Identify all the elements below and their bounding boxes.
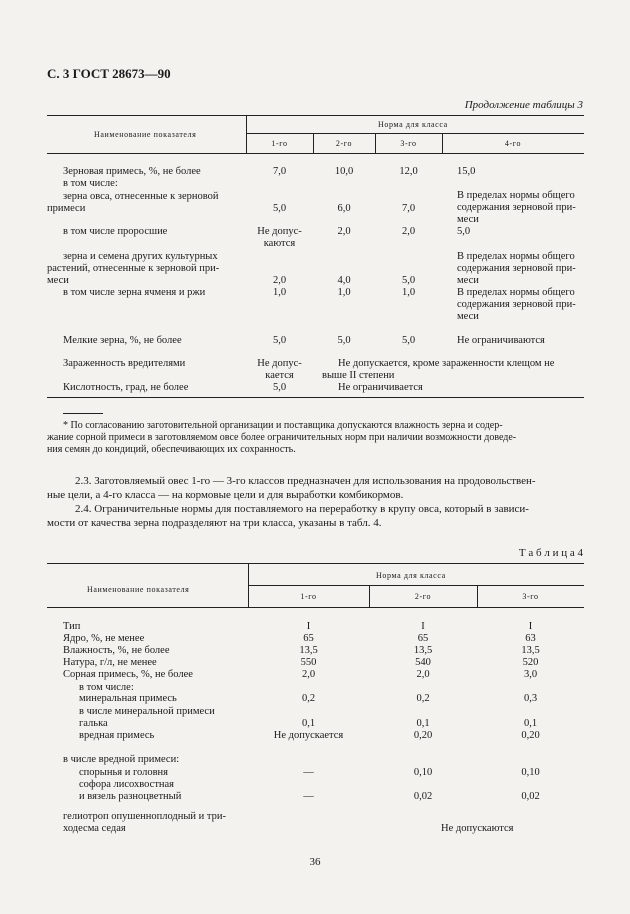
table-row-label: софора лисохвостная — [79, 779, 175, 790]
table-cell: I — [421, 621, 425, 632]
table-cell: Не допускается, кроме зараженности клещом не — [338, 358, 555, 369]
table-cell: 0,10 — [521, 767, 540, 778]
table-cell: меси — [457, 214, 479, 225]
table-cell: 15,0 — [457, 166, 476, 177]
table-row-label: и вязель разноцветный — [79, 791, 182, 802]
table-row-label: гелиотроп опушенноплодный и три- — [63, 811, 227, 822]
table-row-label: в том числе зерна ячменя и ржи — [63, 287, 206, 298]
table-cell: 5,0 — [337, 335, 351, 346]
table-cell: 1,0 — [401, 287, 416, 298]
paragraph-line: мости от качества зерна подразделяют на три класса, указаны в табл. 4. — [47, 517, 382, 529]
table-cell: 2,0 — [337, 226, 351, 237]
table-cell: I — [528, 621, 533, 632]
table-cell: 2,0 — [272, 275, 287, 286]
column-header-class: 3-го — [400, 139, 417, 148]
column-header-class: 3-го — [522, 592, 539, 601]
table-cell: 5,0 — [457, 226, 471, 237]
table-cell: содержания зерновой при- — [457, 299, 576, 310]
page-header: С. 3 ГОСТ 28673—90 — [47, 66, 171, 81]
table-row-label: спорынья и головня — [79, 767, 168, 778]
table-rule — [47, 607, 584, 608]
table-row-label: Мелкие зерна, %, не более — [63, 335, 182, 346]
table-cell: 5,0 — [272, 203, 287, 214]
table-cell: 13,5 — [413, 645, 433, 656]
table-cell: В пределах нормы общего — [457, 190, 575, 201]
table-cell: 1,0 — [272, 287, 287, 298]
table-cell: 12,0 — [399, 166, 418, 177]
table-cell: 0,1 — [523, 718, 538, 729]
table-cell: 5,0 — [401, 335, 416, 346]
table-row-label: Ядро, %, не менее — [63, 633, 145, 644]
table-cell: 65 — [303, 633, 314, 644]
table-row-label: Сорная примесь, %, не более — [63, 669, 193, 680]
table-row-label: Тип — [63, 621, 81, 632]
table-cell: 13,5 — [299, 645, 318, 656]
column-header-group: Норма для класса — [376, 571, 446, 580]
table-row-label: меси — [47, 275, 69, 286]
table-cell: 520 — [522, 657, 539, 668]
table-cell: 65 — [417, 633, 429, 644]
table-cell: 0,3 — [523, 693, 538, 704]
table-cell: I — [306, 621, 311, 632]
table-cell: 3,0 — [523, 669, 538, 680]
table-cell: 7,0 — [401, 203, 416, 214]
table-row-label: в числе минеральной примеси — [79, 706, 215, 717]
table-cell: меси — [457, 275, 479, 286]
table-rule — [47, 115, 584, 116]
table-cell: 5,0 — [272, 382, 287, 393]
table-row-label: галька — [79, 718, 108, 729]
table-cell: Не допус- — [257, 226, 302, 237]
table-cell: 0,20 — [413, 730, 433, 741]
table-row-label: ходесма седая — [63, 823, 126, 834]
table-row-label: в числе вредной примеси: — [63, 754, 180, 765]
table-cell: меси — [457, 311, 479, 322]
table-cell: 7,0 — [272, 166, 287, 177]
column-header-name: Наименование показателя — [87, 585, 190, 594]
table-cell: 6,0 — [337, 203, 351, 214]
table-cell: кается — [265, 370, 294, 381]
table-cell: содержания зерновой при- — [457, 202, 576, 213]
table-cell: В пределах нормы общего — [457, 251, 575, 262]
table-rule — [246, 133, 584, 134]
table-rule — [47, 397, 584, 398]
table-cell: выше II степени — [322, 370, 395, 381]
table-cell: содержания зерновой при- — [457, 263, 576, 274]
footnote-line: * По согласованию заготовительной организации и поставщика допускаются влажность зерна и содер- — [63, 420, 503, 431]
table-row-label: Зараженность вредителями — [63, 358, 186, 369]
table-cell: Не допускается — [273, 730, 344, 741]
table-cell: Не ограничивается — [338, 382, 423, 393]
table-row-label: в том числе: — [79, 682, 134, 693]
table-row-label: Зерновая примесь, %, не более — [63, 166, 201, 177]
table-rule — [47, 153, 584, 154]
column-header-group: Норма для класса — [378, 120, 448, 129]
table-cell: 0,2 — [301, 693, 316, 704]
table-cell: 540 — [415, 657, 431, 668]
table-cell: 2,0 — [416, 669, 430, 680]
table-row-label: зерна и семена других культурных — [63, 251, 218, 262]
table-row-label: в том числе проросшие — [63, 226, 168, 237]
table-cell: Не допускаются — [441, 823, 514, 834]
table-cell: 0,10 — [413, 767, 433, 778]
table-cell: 63 — [525, 633, 536, 644]
table-cell: 13,5 — [521, 645, 540, 656]
table-row-label: вредная примесь — [79, 730, 155, 741]
column-header-class: 2-го — [335, 139, 353, 148]
table-row-label: зерна овса, отнесенные к зерновой — [63, 191, 219, 202]
table-cell: 2,0 — [301, 669, 316, 680]
table-cell: 0,20 — [521, 730, 540, 741]
table-cell: 1,0 — [337, 287, 351, 298]
table-row-label: Влажность, %, не более — [63, 645, 170, 656]
table-cell: Не допус- — [257, 358, 302, 369]
footnote-rule — [63, 413, 103, 414]
table-cell: 0,1 — [416, 718, 430, 729]
table-cell: 0,1 — [301, 718, 316, 729]
page-number: 36 — [309, 856, 321, 868]
column-header-class: 1-го — [300, 592, 317, 601]
paragraph-line: ные цели, а 4-го класса — на кормовые цели и для выработки комбикормов. — [47, 489, 404, 501]
table-cell: 10,0 — [334, 166, 354, 177]
table-rule — [248, 585, 584, 586]
table-title: Т а б л и ц а 4 — [518, 547, 583, 559]
table-cell: 5,0 — [401, 275, 416, 286]
table-rule — [47, 563, 584, 564]
table-cell: В пределах нормы общего — [457, 287, 575, 298]
column-header-name: Наименование показателя — [94, 130, 197, 139]
table-cell: 0,02 — [413, 791, 433, 802]
column-header-class: 4-го — [504, 139, 522, 148]
table-row-label: примеси — [47, 203, 86, 214]
table-cell: 0,02 — [521, 791, 540, 802]
table-cell: 5,0 — [272, 335, 287, 346]
footnote-line: ния семян до кондиций, обеспечивающих их сохранность. — [47, 444, 296, 455]
table-row-label: Натура, г/л, не менее — [63, 657, 157, 668]
table-cell: — — [303, 767, 314, 778]
table-cell: 550 — [300, 657, 317, 668]
table-cell: 0,2 — [416, 693, 430, 704]
table-cell: — — [303, 791, 314, 802]
table-continuation-label: Продолжение таблицы 3 — [464, 99, 583, 111]
table-row-label: Кислотность, град, не более — [63, 382, 189, 393]
table-row-label: в том числе: — [63, 178, 118, 189]
paragraph-line: 2.4. Ограничительные нормы для поставляемого на переработку в крупу овса, который в зависи- — [75, 503, 529, 515]
table-cell: 2,0 — [401, 226, 416, 237]
table-cell: Не ограничиваются — [457, 335, 545, 346]
paragraph-line: 2.3. Заготовляемый овес 1-го — 3-го классов предназначен для использования на продовольствен- — [75, 475, 536, 487]
column-header-class: 1-го — [271, 139, 288, 148]
table-cell: 4,0 — [337, 275, 351, 286]
table-cell: каются — [263, 238, 296, 249]
table-row-label: растений, отнесенные к зерновой при- — [47, 263, 220, 274]
column-header-class: 2-го — [414, 592, 432, 601]
footnote-line: жание сорной примеси в заготовляемом овсе более ограничительных норм при наличии возможности доведе- — [47, 432, 517, 443]
table-row-label: минеральная примесь — [79, 693, 177, 704]
